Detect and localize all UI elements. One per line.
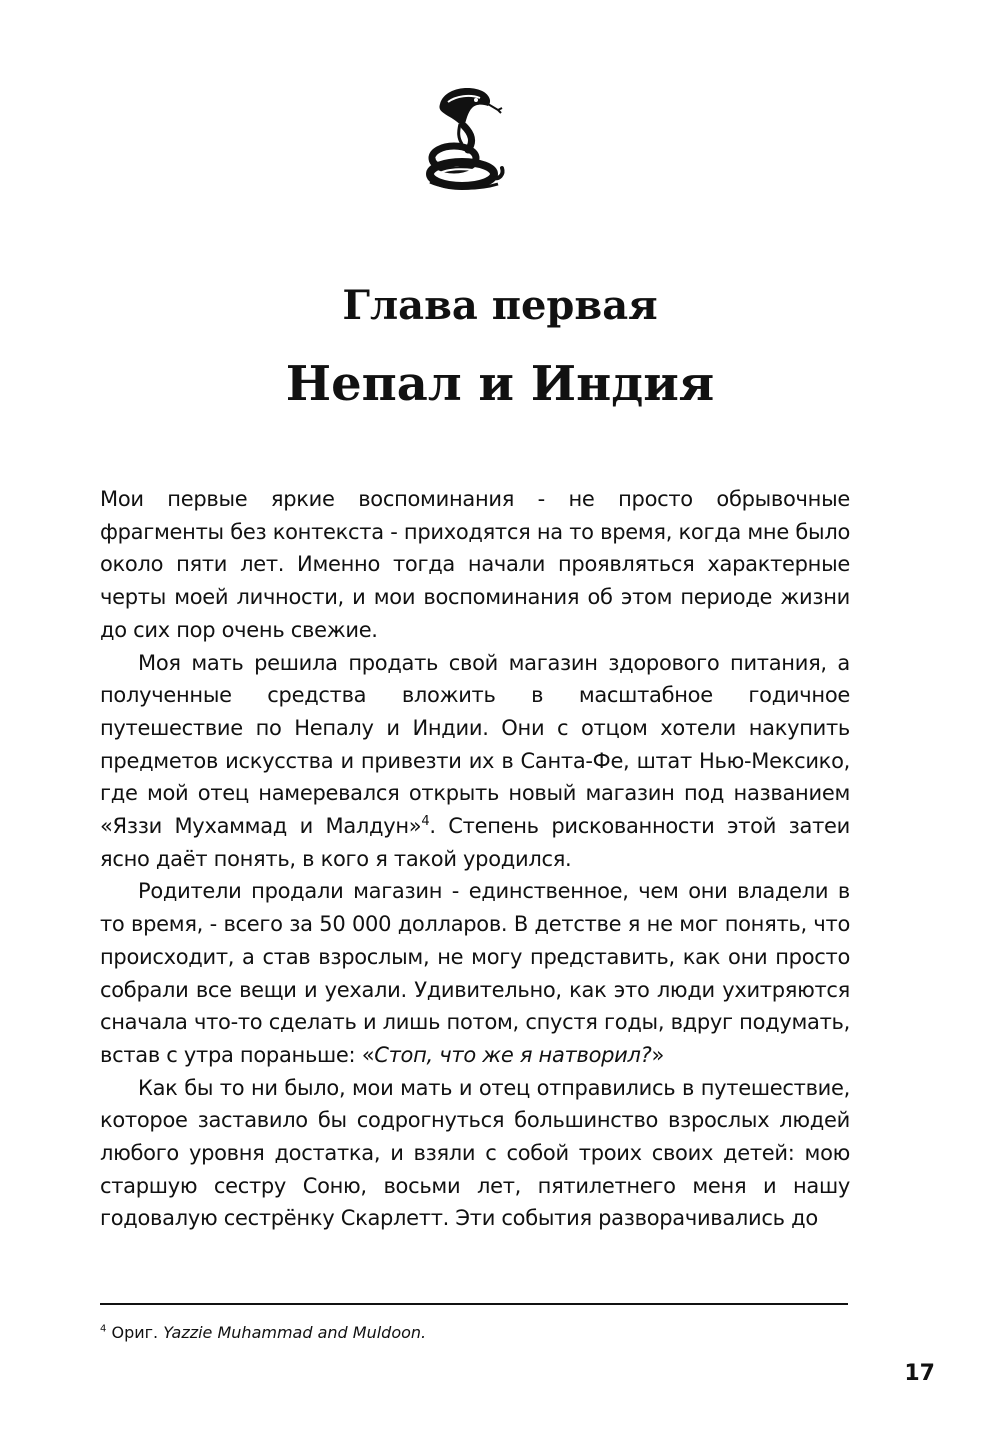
footnote bbox=[100, 1322, 848, 1344]
chapter-label: Глава первая bbox=[342, 282, 658, 329]
paragraph-text: Родители продали магазин - единственное, чем они владели в то время, - всего за 50 000 долларов. В детстве я не мог понять, что происходит, а став взрослым, не могу представить, как они просто собрали все вещи и уехали. Удивительно, как это люди ухитряются сначала что-то сделать и лишь потом, спустя годы, вдруг подумать, встав с утра пораньше: « bbox=[100, 879, 850, 1067]
paragraph-text: » bbox=[651, 1042, 665, 1067]
footnote-divider bbox=[100, 1303, 848, 1305]
paragraph-text: Как бы то ни было, мои мать и отец отправились в путешествие, которое заставило бы содрогнуться большинство взрослых людей любого уровня достатка, и взяли с собой троих своих детей: мою старшую сестру Соню, восьми лет, пятилетнего меня и нашу годовалую сестрёнку Скарлетт. Эти события разворачивались до bbox=[100, 1075, 850, 1231]
cobra-icon bbox=[418, 82, 508, 192]
page-number: 17 bbox=[904, 1361, 935, 1386]
paragraph-1 bbox=[100, 483, 850, 647]
italic-quote: Стоп, что же я натворил? bbox=[374, 1042, 652, 1067]
paragraph-3 bbox=[100, 875, 850, 1071]
body-text bbox=[100, 483, 850, 1235]
paragraph-4 bbox=[100, 1072, 850, 1236]
chapter-title: Непал и Индия bbox=[285, 356, 715, 412]
paragraph-text: Моя мать решила продать свой магазин здорового питания, а полученные средства вложить в масштабное годичное путешествие по Непалу и Индии. Они с отцом хотели накупить предметов искусства и привезти их в Санта-Фе, штат Нью-Мексико, где мой отец намеревался открыть новый магазин под названием «Яззи Мухаммад и Малдун» bbox=[100, 650, 850, 839]
footnote-marker: 4 bbox=[100, 1323, 107, 1335]
footnote-prefix: Ориг. bbox=[111, 1323, 164, 1342]
footnote-reference: 4 bbox=[421, 814, 430, 830]
paragraph-text: . Степень рискованности этой затеи ясно даёт понять, в кого я такой уродился. bbox=[100, 814, 850, 871]
paragraph-text: Мои первые яркие воспоминания - не просто обрывочные фрагменты без контекста - приходятся на то время, когда мне было около пяти лет. Именно тогда начали проявляться характерные черты моей личности, и мои воспоминания об этом периоде жизни до сих пор очень свежие. bbox=[100, 487, 850, 642]
cobra-ornament bbox=[418, 82, 508, 192]
paragraph-2 bbox=[100, 647, 850, 876]
footnote-original-title: Yazzie Muhammad and Muldoon. bbox=[163, 1323, 427, 1342]
